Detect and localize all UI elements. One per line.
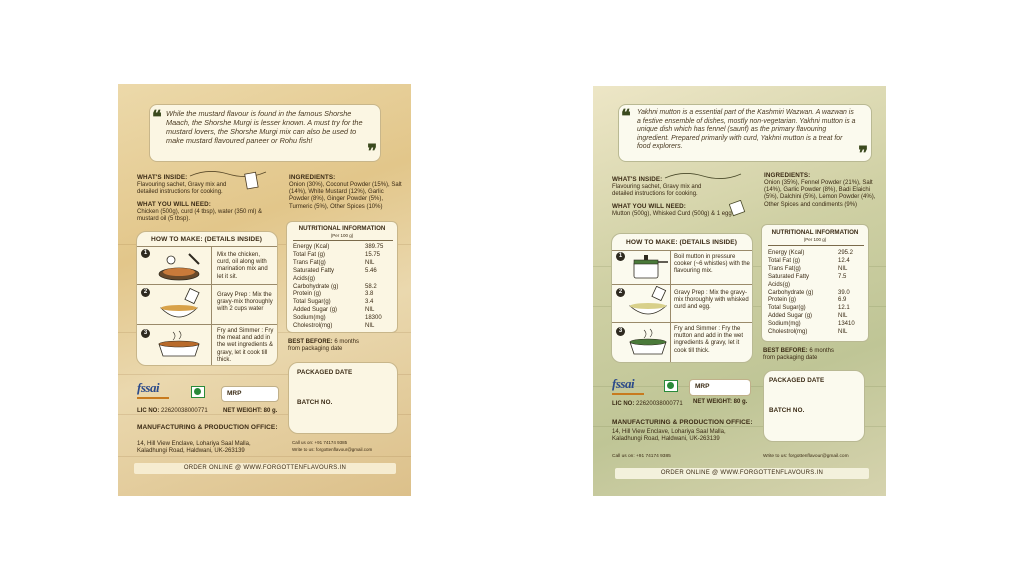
mrp-box: MRP: [221, 386, 279, 402]
nutrition-value: 58.2: [365, 283, 377, 290]
veg-mark-icon: [664, 380, 678, 392]
quote-open-icon: ❝: [621, 106, 631, 127]
nutrition-label: Protein (g): [293, 291, 322, 298]
nutrition-label: Acids(g): [768, 281, 791, 288]
step-number: 3: [616, 327, 625, 336]
fssai-logo-underline: [137, 397, 169, 399]
nutrition-value: 18300: [365, 315, 382, 322]
nutrition-value: 6.9: [838, 297, 847, 304]
nutrition-subtitle: (Per 100 g): [330, 233, 354, 238]
nutrition-label: Total Fat (g): [768, 257, 801, 264]
call-us: Call us on: +91 74174 9385: [292, 440, 348, 445]
step-number: 1: [141, 249, 150, 258]
divider: [612, 322, 752, 323]
nutrition-label: Cholestrol(mg): [293, 323, 333, 329]
cooking-pot-icon: [151, 328, 207, 362]
product-quote: Yakhni mutton is a essential part of the Kashmiri Wazwan. A wazwan is a festive ensemble of dishes, mostly non-vegetarian. Yakhni mutton is a unique dish which has fennel (saunf) as the primary flavouring ingredient. Prepared primarily with curd, Yakhni mutton is a treat for food explorers.: [637, 109, 856, 151]
nutrition-label: Acids(g): [293, 275, 316, 282]
packaging-box: [763, 370, 865, 442]
lic-no: LIC NO: 22620038000771: [137, 408, 208, 414]
nutrition-label: Cholestrol(mg): [768, 329, 808, 335]
lic-no: LIC NO: 22620038000771: [612, 401, 683, 407]
nutrition-value: 12.1: [838, 305, 850, 312]
what-you-need-title: WHAT YOU WILL NEED:: [137, 201, 211, 208]
order-online-banner: ORDER ONLINE @ WWW.FORGOTTENFLAVOURS.IN: [615, 468, 869, 479]
cooking-pot-icon: [626, 326, 670, 360]
nutrition-label: Added Sugar (g): [768, 313, 813, 320]
best-before: BEST BEFORE: 6 months from packaging date: [763, 348, 835, 362]
divider: [293, 240, 393, 241]
step-number: 2: [141, 288, 150, 297]
nutrition-label: Trans Fat(g): [293, 259, 326, 266]
shorshe-murgi-back-label: [118, 84, 411, 496]
whats-inside-text: Flavouring sachet, Gravy mix and detailed instructions for cooking.: [612, 184, 702, 198]
what-you-need-title: WHAT YOU WILL NEED:: [612, 203, 686, 210]
quote-open-icon: ❝: [152, 107, 162, 128]
step-text: Gravy Prep : Mix the gravy-mix thoroughly with 2 cups water: [217, 292, 273, 313]
nutrition-value: NIL: [365, 259, 375, 266]
ingredients-text: Onion (30%), Coconut Powder (15%), Salt (14%), White Mustard (12%), Garlic Powder (8%), Ginger Powder (5%), Turmeric (5%), Other Spices (10%): [289, 182, 402, 210]
step-text: Mix the chicken, curd, oil along with marination mix and let it sit.: [217, 252, 268, 280]
net-weight: NET WEIGHT: 80 g.: [693, 399, 748, 405]
nutrition-value: 39.0: [838, 289, 850, 296]
divider: [612, 284, 752, 285]
divider: [211, 246, 212, 365]
nutrition-value: 389.75: [365, 244, 384, 250]
step-text: Boil mutton in pressure cooker (~6 whistles) with the flavouring mix.: [674, 254, 750, 275]
divider: [137, 284, 277, 285]
batch-no-label: BATCH NO.: [769, 407, 805, 414]
ingredients-text: Onion (35%), Fennel Powder (21%), Salt (14%), Garlic Powder (8%), Badi Elaichi (5%), Dalchini (5%), Lemon Powder (4%), Other Spices and condiments (9%): [764, 180, 876, 208]
whats-inside-text: Flavouring sachet, Gravy mix and detailed instructions for cooking.: [137, 182, 227, 196]
divider: [768, 245, 864, 246]
nutrition-value: NIL: [365, 323, 375, 329]
step-number: 3: [141, 329, 150, 338]
marinate-illustration-icon: [151, 250, 207, 282]
nutrition-title: NUTRITIONAL INFORMATION: [771, 229, 859, 236]
batch-no-label: BATCH NO.: [297, 399, 333, 406]
packaged-date-label: PACKAGED DATE: [297, 369, 353, 376]
nutrition-label: Carbohydrate (g): [293, 283, 339, 290]
nutrition-label: Protein (g): [768, 297, 797, 304]
quote-close-icon: ❞: [367, 141, 377, 162]
address-line-1: 14, Hill View Enclave, Lohariya Saal Malla,: [612, 429, 726, 435]
what-you-need-text: Mutton (500g), Whisked Curd (500g) & 1 egg: [612, 211, 732, 217]
nutrition-box: [761, 224, 869, 342]
nutrition-label: Carbohydrate (g): [768, 289, 814, 296]
nutrition-value: 12.4: [838, 257, 850, 264]
nutrition-label: Sodium(mg): [293, 315, 326, 322]
ingredients-title: INGREDIENTS:: [764, 172, 811, 179]
nutrition-value: 3.8: [365, 291, 374, 298]
whats-inside-title: WHAT'S INSIDE:: [137, 174, 188, 181]
step-text: Fry and Simmer : Fry the mutton and add in the wet ingredients & gravy, let it cook till thick.: [674, 326, 744, 354]
address-line-2: Kaladhungi Road, Haldwani, UK-263139: [612, 436, 720, 442]
net-weight: NET WEIGHT: 80 g.: [223, 408, 278, 414]
nutrition-value: NIL: [838, 313, 848, 320]
sachet-icon: [663, 170, 743, 182]
what-you-need-text: Chicken (500g), curd (4 tbsp), water (350 ml) & mustard oil (5 tbsp).: [137, 209, 263, 223]
nutrition-subtitle: (Per 100 g): [803, 237, 827, 242]
how-to-make-box: [611, 233, 753, 363]
nutrition-label: Added Sugar (g): [293, 307, 338, 314]
address-line-1: 14, Hill View Enclave, Lohariya Saal Malla,: [137, 441, 251, 447]
nutrition-label: Trans Fat(g): [768, 265, 801, 272]
nutrition-label: Saturated Fatty: [768, 273, 810, 280]
quote-box: [149, 104, 381, 162]
gravy-prep-illustration-icon: [151, 288, 207, 322]
fssai-logo: fssai: [137, 380, 160, 395]
mrp-box: MRP: [689, 379, 751, 396]
how-to-make-box: [136, 231, 278, 366]
fssai-logo: fssai: [612, 376, 635, 391]
write-us: Write to us: forgottenflavour@gmail.com: [292, 447, 373, 452]
best-before: BEST BEFORE: 6 months from packaging date: [288, 339, 360, 353]
nutrition-value: 7.5: [838, 273, 847, 280]
nutrition-value: NIL: [365, 307, 375, 314]
nutrition-value: 5.46: [365, 267, 377, 274]
divider: [612, 250, 752, 251]
nutrition-value: NIL: [838, 265, 848, 272]
order-online-banner: ORDER ONLINE @ WWW.FORGOTTENFLAVOURS.IN: [134, 463, 396, 474]
quote-box: [618, 104, 872, 162]
veg-mark-icon: [191, 386, 205, 398]
nutrition-label: Total Fat (g): [293, 251, 326, 258]
step-number: 1: [616, 252, 625, 261]
call-us: Call us on: +91 74174 9385: [612, 454, 671, 459]
background-wave: [118, 456, 411, 457]
divider: [137, 246, 277, 247]
office-title: MANUFACTURING & PRODUCTION OFFICE:: [612, 419, 753, 426]
nutrition-label: Energy (Kcal): [293, 244, 330, 250]
step-text: Gravy Prep : Mix the gravy-mix thoroughly with whisked curd and egg.: [674, 290, 749, 311]
address-line-2: Kaladhungi Road, Haldwani, UK-263139: [137, 448, 245, 454]
nutrition-label: Energy (Kcal): [768, 250, 805, 256]
divider: [137, 324, 277, 325]
gravy-prep-illustration-icon: [626, 286, 670, 320]
nutrition-label: Sodium(mg): [768, 321, 801, 328]
packaged-date-label: PACKAGED DATE: [769, 377, 825, 384]
nutrition-label: Saturated Fatty: [293, 267, 335, 274]
nutrition-title: NUTRITIONAL INFORMATION: [298, 225, 386, 232]
whats-inside-title: WHAT'S INSIDE:: [612, 176, 663, 183]
nutrition-value: NIL: [838, 329, 848, 335]
write-us: Write to us: forgottenflavour@gmail.com: [763, 454, 849, 459]
how-to-make-title: HOW TO MAKE: (DETAILS INSIDE): [151, 236, 263, 243]
nutrition-value: 295.2: [838, 250, 854, 256]
step-number: 2: [616, 288, 625, 297]
nutrition-box: [286, 221, 398, 333]
nutrition-value: 3.4: [365, 299, 374, 306]
fssai-logo-underline: [612, 393, 644, 395]
office-title: MANUFACTURING & PRODUCTION OFFICE:: [137, 424, 278, 431]
how-to-make-title: HOW TO MAKE: (DETAILS INSIDE): [626, 239, 738, 246]
ingredients-title: INGREDIENTS:: [289, 174, 336, 181]
nutrition-label: Total Sugar(g): [768, 305, 806, 312]
yakhni-mutton-back-label: [593, 86, 886, 496]
nutrition-value: 13410: [838, 321, 855, 328]
product-quote: While the mustard flavour is found in the famous Shorshe Maach, the Shorshe Murgi is lesser known. A must try for the mustard lovers, the Shorshe Murgi mix can also be used to make mustard flavoured paneer or Rohu fish!: [166, 109, 363, 145]
nutrition-label: Total Sugar(g): [293, 299, 331, 306]
step-text: Fry and Simmer : Fry the meat and add in the wet ingredients & gravy, let it cook till thick.: [217, 328, 274, 363]
packaging-box: [288, 362, 398, 434]
quote-close-icon: ❞: [858, 143, 868, 164]
divider: [670, 250, 671, 362]
pressure-cooker-icon: [626, 252, 670, 282]
nutrition-value: 15.75: [365, 251, 381, 258]
